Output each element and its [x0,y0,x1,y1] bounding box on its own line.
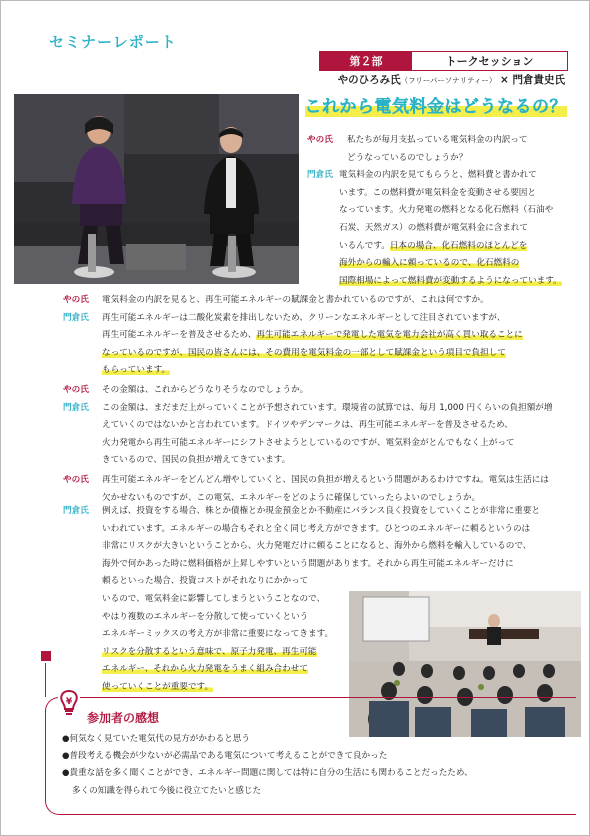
utterance-line: どうなっているのでしょうか？ [347,152,468,163]
utterance-line: なっています。火力発電の燃料となる化石燃料（石油や [339,205,554,216]
utterance-line: 非常にリスクが大きいということから、火力発電だけに頼ることになると、海外から燃料を輸入しているので、 [102,541,532,552]
speaker-label: 門倉氏 [307,170,333,181]
dialogue-full [63,292,578,507]
utterance-line: 再生可能エネルギーをどんどん増やしていくと、国民の負担が増えるという問題があるわけですね。電気は生活には [102,474,549,485]
utterance-line [102,345,523,363]
speaker-label: 門倉氏 [63,312,89,323]
photo-speakers-illustration [14,94,299,284]
utterance-line: 欠かせないものですが、この電気、エネルギーをどのように確保していったらよいのでしょうか。 [102,492,481,503]
dialogue-row [63,292,578,310]
highlighted-text: 日本の場合、化石燃料のほとんどを [389,240,528,251]
utterance-line: 例えば、投資をする場合、株とか債権とか現金預金とか不動産にバランス良く投資をしていくことが非常に重要と [102,506,541,516]
utterance-line: 火力発電から再生可能エネルギーにシフトさせようとしているのですが、電気料金がとんでもなく上がって [102,437,515,448]
utterance-text: いるんです。 [339,240,390,251]
dialogue-row [63,310,578,380]
accent-square [41,651,51,661]
highlighted-text: もらっています。 [102,365,171,376]
speaker-2-name: 門倉貴史氏 [512,74,565,86]
speaker-separator: × [500,74,509,86]
utterance-line [339,273,562,291]
speaker-label: やの氏 [63,384,89,395]
utterance-line: います。この燃料費が電気料金を変動させる要因と [339,187,536,198]
highlighted-text: 再生可能エネルギーで発電した電気を電力会社が高く買い取ることに [256,330,523,341]
utterance-line [102,362,523,380]
session-name: トークセッション [445,55,534,68]
lightbulb-yen-icon [58,689,80,717]
highlighted-text: 国際相場によって燃料費が変動するようになっています。 [339,275,562,286]
utterance-line: きているので、国民の負担が増えてきています。 [102,455,291,466]
utterance [102,292,489,310]
utterance-line: えていくのではないかと言われています。ドイツやデンマークは、再生可能エネルギーを普及させるため、 [102,420,513,431]
main-title-text: これから電気料金はどうなるの？ [304,97,567,117]
speaker-1-name: やのひろみ氏 [337,74,401,86]
utterance-line [339,255,562,273]
utterance-line: 再生可能エネルギーは二酸化炭素を排出しないため、クリーンなエネルギーとして注目されていますが、 [102,312,506,323]
utterance [102,310,523,380]
speaker-1-note: （フリーパーソナリティー） [400,76,497,85]
utterance-line [339,238,562,256]
feedback-item: ●何気なく見ていた電気代の見方がかわると思う [62,734,250,744]
speaker-label: やの氏 [307,135,333,145]
utterance-line: やはり複数のエネルギーを分散して使っていくという [102,611,309,622]
feedback-list [62,731,473,800]
feedback-title: 参加者の感想 [87,711,160,725]
dialogue-row [307,167,577,290]
utterance-line: この金額は、まだまだ上がっていくことが予想されています。環境省の試算では、毎月 1,000 円くらいの負担額が増 [102,402,553,413]
utterance-line: いるので、電気料金に影響してしまうということなので、 [102,593,326,604]
utterance [339,167,562,290]
section-title: セミナーレポート [49,33,177,51]
utterance-line: 電気料金の内訳を見ると、再生可能エネルギーの賦課金と書かれているのですが、これは何ですか。 [102,295,489,305]
utterance-line: 電気料金の内訳を見てもらうと、燃料費と書かれて [339,170,537,181]
feedback-item: ●普段考える機会が少ないが必需品である電気について考えることができて良かった [62,751,388,762]
utterance-line: 頼るといった場合、投資コストがそれなりにかかって [102,576,309,587]
speakers-line [338,72,565,87]
dialogue-row [63,382,578,400]
session-label [319,51,568,71]
utterance-line: 私たちが毎月支払っている電気料金の内訳って [347,135,528,145]
main-title [305,92,568,117]
feedback-item-continued: 多くの知識を得られて今後に役立てたいと感じた [72,785,262,796]
utterance [102,400,552,470]
highlighted-text: リスクを分散するという意味で、原子力発電、再生可能 [102,646,317,657]
dialogue-row [307,132,577,167]
utterance-line [102,327,523,345]
utterance [347,132,527,167]
session-part: 第２部 [320,52,412,70]
utterance-text: 再生可能エネルギーを普及させるため、 [102,330,257,341]
utterance-line: 海外で何かあった時に燃料価格が上昇しやすいという問題があります。それから再生可能エネルギーだけに [102,558,514,569]
highlighted-text: なっているのですが、国民の皆さんには、その費用を電気料金の一部として賦課金という項目で負担して [102,347,506,358]
dialogue-row [63,400,578,470]
svg-text:¥: ¥ [65,697,73,707]
utterance [102,472,549,507]
lightbulb-yen-icon-svg [58,689,80,717]
utterance-line: いわれています。エネルギーの場合もそれと全く同じ考え方ができます。ひとつのエネルギーに頼るというのは [102,523,531,534]
utterance [102,382,308,400]
feedback-item: ●貴重な話を多く聞くことができ、エネルギー問題に関しては特に自分の生活にも関わることだったため、 [62,768,473,779]
frame-connector-line [45,663,46,697]
speaker-label: 門倉氏 [63,402,89,413]
photo-speakers-on-stage [14,94,299,284]
speaker-label: 門倉氏 [63,506,89,516]
speaker-label: やの氏 [63,474,89,485]
speaker-label: やの氏 [63,295,89,305]
dialogue-row [63,472,578,507]
highlighted-text: エネルギー、それから火力発電をうまく組み合わせて [102,664,308,675]
utterance-line: その金額は、これからどうなりそうなのでしょうか。 [102,384,309,395]
utterance-line: エネルギーミックスの考え方が非常に重要になってきます。 [102,629,334,640]
dialogue-top [307,132,577,290]
highlighted-text: 使っていくことが重要です。 [102,681,214,692]
highlighted-text: 海外からの輸入に頼っているので、化石燃料の [339,258,520,269]
utterance-line: 石炭、天然ガス）の燃料費が電気料金に含まれて [339,222,529,233]
